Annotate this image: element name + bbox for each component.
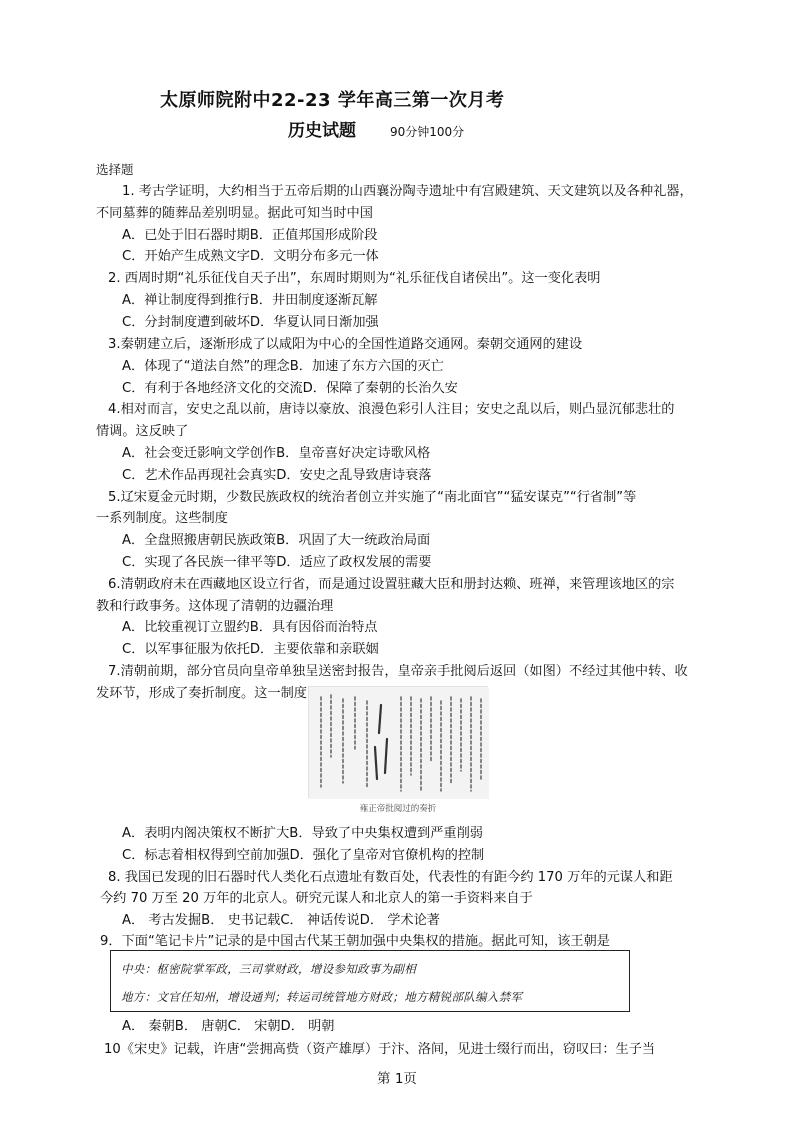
memorial-document-image (308, 686, 488, 798)
figure-caption: 雍正帝批阅过的奏折 (359, 804, 437, 814)
question-8-options: A． 考古发掘B． 史书记载C． 神话传说D． 学术论著 (122, 913, 440, 928)
question-7-stem: 7.清朝前期，部分官员向皇帝单独呈送密封报告，皇帝亲手批阅后返回（如图）不经过其他中转、收 (108, 664, 688, 679)
question-6-stem: 6.清朝政府未在西藏地区设立行省，而是通过设置驻藏大臣和册封达赖、班禅，来管理该地区的宗 (108, 577, 675, 592)
exam-subject: 历史试题 (288, 121, 356, 141)
section-label: 选择题 (96, 162, 134, 177)
question-5-stem-cont: 一系列制度。这些制度 (96, 511, 228, 526)
question-3-stem: 3.秦朝建立后，逐渐形成了以咸阳为中心的全国性道路交通网。秦朝交通网的建设 (108, 337, 583, 352)
question-9-stem: 9．下面“笔记卡片”记录的是中国古代某王朝加强中央集权的措施。据此可知，该王朝是 (100, 934, 610, 949)
question-3-options-cd: C．有利于各地经济文化的交流D．保障了秦朝的长治久安 (122, 381, 458, 396)
question-2-stem: 2. 西周时期“礼乐征伐自天子出”，东周时期则为“礼乐征伐自诸侯出”。这一变化表明 (108, 271, 601, 286)
memorial-figure (308, 686, 488, 822)
question-7-options-cd: C．标志着相权得到空前加强D．强化了皇帝对官僚机构的控制 (122, 848, 485, 863)
question-6-options-cd: C．以军事征服为依托D．主要依靠和亲联姻 (122, 642, 379, 657)
exam-time-score: 90分钟100分 (390, 125, 465, 139)
question-2-options-ab: A．禅让制度得到推行B．井田制度逐渐瓦解 (122, 293, 378, 308)
question-1-stem: 1. 考古学证明，大约相当于五帝后期的山西襄汾陶寺遗址中有宫殿建筑、天文建筑以及各种礼器， (122, 184, 693, 199)
question-2-options-cd: C．分封制度遭到破坏D．华夏认同日渐加强 (122, 315, 379, 330)
question-4-options-cd: C．艺术作品再现社会真实D．安史之乱导致唐诗衰落 (122, 468, 432, 483)
question-3-options-ab: A．体现了“道法自然”的理念B．加速了东方六国的灭亡 (122, 359, 444, 374)
question-4-options-ab: A．社会变迁影响文学创作B．皇帝喜好决定诗歌风格 (122, 446, 431, 461)
question-8-stem-cont: 今约 70 万至 20 万年的北京人。研究元谋人和北京人的第一手资料来自于 (100, 891, 533, 906)
note-card-local: 地方：文官任知州，增设通判；转运司统管地方财政；地方精锐部队编入禁军 (121, 990, 523, 1004)
question-1-stem-cont: 不同墓葬的随葬品差别明显。据此可知当时中国 (96, 206, 373, 221)
question-6-stem-cont: 教和行政事务。这体现了清朝的边疆治理 (96, 599, 334, 614)
exam-title: 太原师院附中22-23 学年高三第一次月考 (160, 90, 505, 111)
question-8-stem: 8. 我国已发现的旧石器时代人类化石点遗址有数百处，代表性的有距今约 170 万年的元谋人和距 (108, 870, 673, 885)
question-1-options-ab: A．已处于旧石器时期B．正值邦国形成阶段 (122, 228, 378, 243)
note-card-central: 中央：枢密院掌军政，三司掌财政，增设参知政事为副相 (121, 962, 416, 976)
question-1-options-cd: C．开始产生成熟文字D．文明分布多元一体 (122, 249, 379, 264)
question-9-options: A． 秦朝B． 唐朝C． 宋朝D． 明朝 (122, 1019, 335, 1034)
question-5-options-cd: C．实现了各民族一律平等D．适应了政权发展的需要 (122, 555, 432, 570)
note-card (110, 950, 630, 1012)
question-4-stem-cont: 情调。这反映了 (96, 424, 189, 439)
question-6-options-ab: A．比较重视订立盟约B．具有因俗而治特点 (122, 620, 378, 635)
question-7-stem-cont: 发环节，形成了奏折制度。这一制度 (96, 686, 307, 701)
question-7-options-ab: A．表明内阁决策权不断扩大B．导致了中央集权遭到严重削弱 (122, 826, 483, 841)
question-10-stem: 10《宋史》记载，许唐“尝拥高赀（资产雄厚）于汴、洛间，见进士缀行而出，窃叹曰：生子当 (104, 1042, 656, 1057)
page-number: 第 1页 (377, 1071, 417, 1087)
exam-subtitle-row (288, 116, 464, 141)
question-4-stem: 4.相对而言，安史之乱以前，唐诗以豪放、浪漫色彩引人注目；安史之乱以后，则凸显沉郁悲壮的 (108, 402, 675, 417)
question-5-stem: 5.辽宋夏金元时期，少数民族政权的统治者创立并实施了“南北面官”“猛安谋克”“行省制”等 (108, 490, 637, 505)
question-5-options-ab: A．全盘照搬唐朝民族政策B．巩固了大一统政治局面 (122, 533, 431, 548)
